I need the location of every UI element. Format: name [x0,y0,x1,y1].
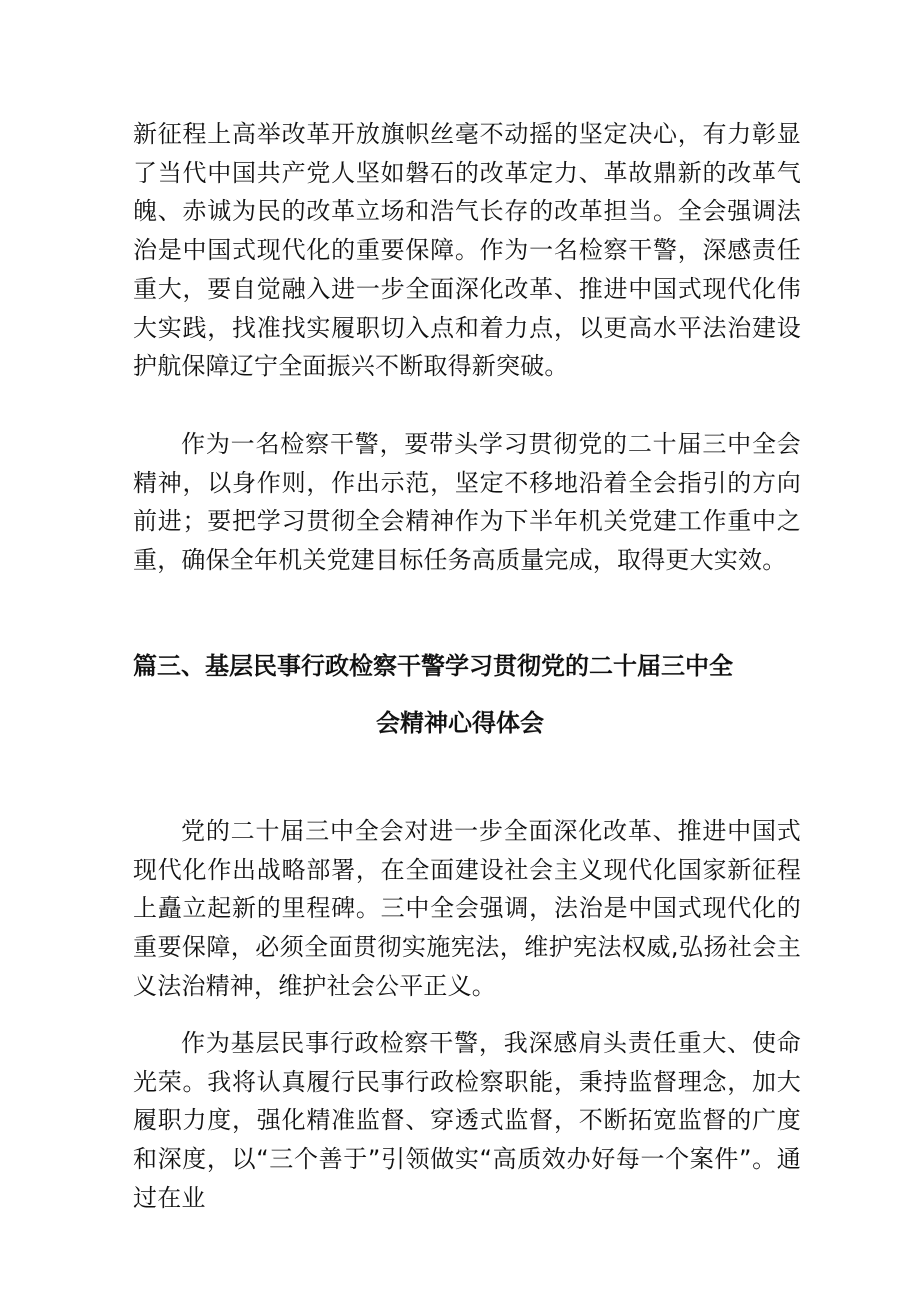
section-heading-line-1: 篇三、基层民事行政检察干警学习贯彻党的二十届三中全 [133,652,733,680]
paragraph: 作为基层民事行政检察干警，我深感肩头责任重大、使命光荣。我将认真履行民事行政检察职能，秉持监督理念，加大履职力度，强化精准监督、穿透式监督，不断拓宽监督的广度和深度，以“三个善于”引领做实“高质效办好每一个案件”。通过在业 [133,1029,801,1212]
paragraph: 作为一名检察干警，要带头学习贯彻党的二十届三中全会精神，以身作则，作出示范，坚定不移地沿着全会指引的方向前进；要把学习贯彻全会精神作为下半年机关党建工作重中之重，确保全年机关党建目标任务高质量完成，取得更大实效。 [133,430,801,575]
paragraph: 党的二十届三中全会对进一步全面深化改革、推进中国式现代化作出战略部署，在全面建设社会主义现代化国家新征程上矗立起新的里程碑。三中全会强调，法治是中国式现代化的重要保障，必须全面贯彻实施宪法，维护宪法权威,弘扬社会主义法治精神，维护社会公平正义。 [133,817,801,1000]
paragraph-continuation: 新征程上高举改革开放旗帜丝毫不动摇的坚定决心，有力彰显了当代中国共产党人坚如磐石的改革定力、革故鼎新的改革气魄、赤诚为民的改革立场和浩气长存的改革担当。全会强调法治是中国式现代化的重要保障。作为一名检察干警，深感责任重大，要自觉融入进一步全面深化改革、推进中国式现代化伟大实践，找准找实履职切入点和着力点，以更高水平法治建设护航保障辽宁全面振兴不断取得新突破。 [133,120,801,381]
section-heading-line-2: 会精神心得体会 [376,709,544,737]
